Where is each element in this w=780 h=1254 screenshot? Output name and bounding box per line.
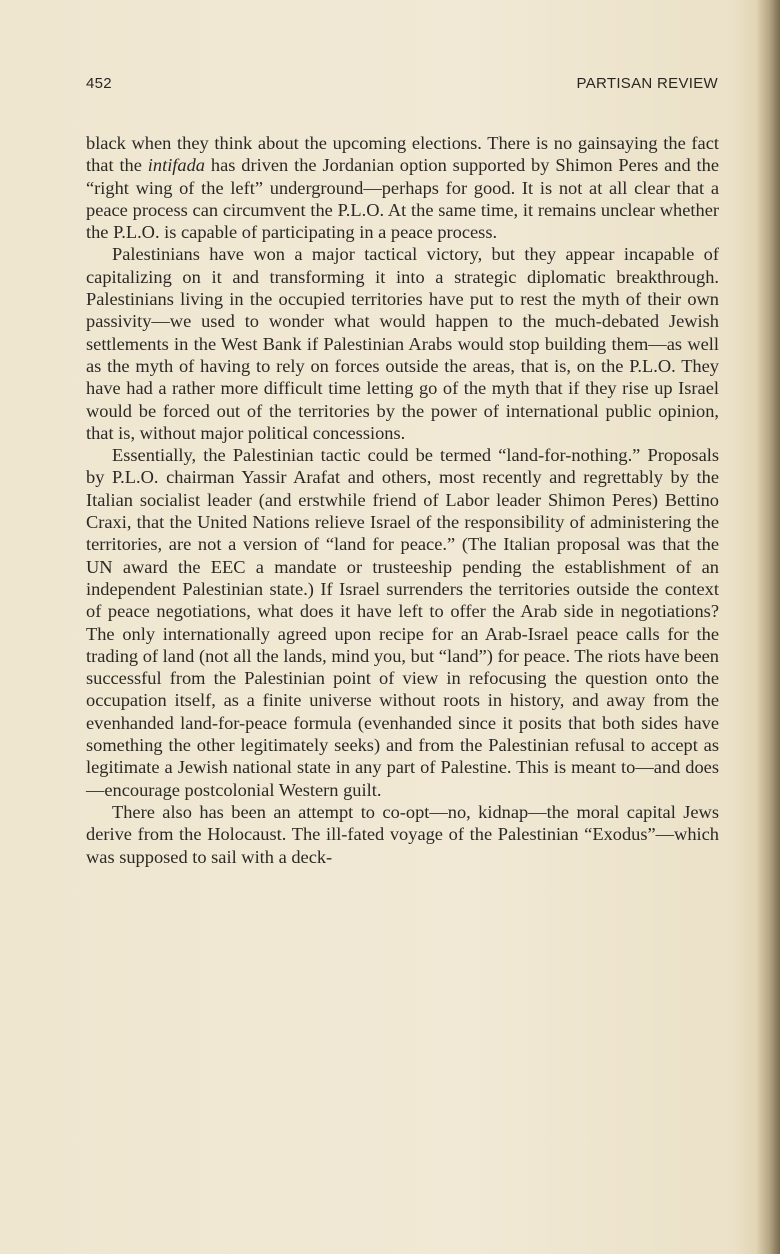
paragraph-4: There also has been an attempt to co-opt—no, kidnap—the moral capital Jews derive from the Holocaust. The ill-fated voyage of the Palestinian “Exodus”—which was supposed to sail with a deck- [86, 801, 719, 867]
paragraph-1-text: black when they think about the upcoming elections. There is no gainsaying the fact that the [86, 133, 719, 176]
paragraph-1-text-cont: has driven the Jordanian option supported by Shimon Peres and the “right wing of the left” underground—perhaps for good. It is not at all clear that a peace process can circumvent the P.L.O. At the same time, it remains unclear whether the P.L.O. is capable of participating in a peace process. [86, 155, 719, 243]
running-head: PARTISAN REVIEW [576, 75, 718, 92]
page-gutter-shadow [756, 0, 780, 1254]
paragraph-3: Essentially, the Palestinian tactic could be termed “land-for-nothing.” Proposals by P.L.O. chairman Yassir Arafat and others, most recently and regrettably by the Italian socialist leader (and erstwhile friend of Labor leader Shimon Peres) Bettino Craxi, that the United Nations relieve Israel of the responsibility of administering the territories, are not a version of “land for peace.” (The Italian proposal was that the UN award the EEC a mandate or trusteeship pending the establishment of an independent Palestinian state.) If Israel surrenders the territories outside the context of peace negotiations, what does it have left to offer the Arab side in negotiations? The only internationally agreed upon recipe for an Arab-Israel peace calls for the trading of land (not all the lands, mind you, but “land”) for peace. The riots have been successful from the Palestinian point of view in refocusing the question onto the occupation itself, as a finite universe without roots in history, and away from the evenhanded land-for-peace formula (evenhanded since it posits that both sides have something the other legitimately seeks) and from the Palestinian refusal to accept as legitimate a Jewish national state in any part of Palestine. This is meant to—and does—encourage postcolonial Western guilt. [86, 445, 719, 800]
page-number: 452 [86, 75, 112, 92]
paragraph-1-italic-term: intifada [147, 155, 206, 176]
paragraph-1 [86, 132, 719, 243]
page-header [86, 75, 718, 95]
body-text [86, 132, 719, 868]
paragraph-2: Palestinians have won a major tactical victory, but they appear incapable of capitalizing on it and transforming it into a strategic diplomatic breakthrough. Palestinians living in the occupied territories have put to rest the myth of their own passivity—we used to wonder what would happen to the much-debated Jewish settlements in the West Bank if Palestinian Arabs would stop building them—as well as the myth of having to rely on forces outside the areas, that is, on the P.L.O. They have had a rather more difficult time letting go of the myth that if they rise up Israel would be forced out of the territories by the power of international public opinion, that is, without major political concessions. [86, 244, 719, 443]
